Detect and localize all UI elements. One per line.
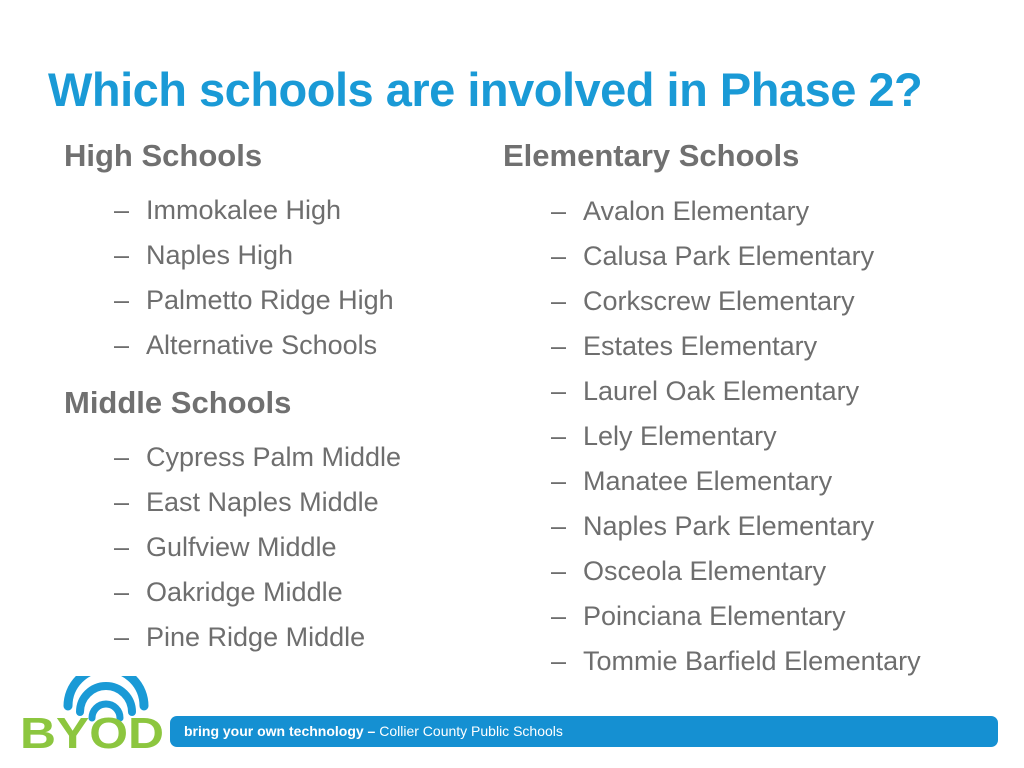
list-marker: –: [551, 241, 567, 271]
school-name: Avalon Elementary: [583, 196, 810, 226]
school-name: Pine Ridge Middle: [146, 622, 366, 652]
list-marker: –: [114, 330, 130, 360]
byod-logo: [18, 676, 168, 752]
list-marker: –: [551, 556, 567, 586]
school-name: Immokalee High: [146, 195, 342, 225]
list-item: [551, 279, 1003, 324]
list-item: [551, 414, 1003, 459]
list-item: [551, 324, 1003, 369]
list-item: [551, 504, 1003, 549]
list-marker: –: [114, 195, 130, 225]
high-schools-heading: High Schools: [64, 138, 263, 173]
list-item: [551, 189, 1003, 234]
list-item: [114, 480, 484, 525]
list-item: [551, 234, 1003, 279]
list-marker: –: [114, 442, 130, 472]
slide-title: Which schools are involved in Phase 2?: [48, 63, 923, 116]
school-name: Lely Elementary: [583, 421, 777, 451]
list-marker: –: [551, 421, 567, 451]
list-marker: –: [114, 240, 130, 270]
list-marker: –: [551, 376, 567, 406]
list-item: [114, 435, 484, 480]
school-name: East Naples Middle: [146, 487, 379, 517]
list-marker: –: [114, 487, 130, 517]
list-item: [114, 188, 484, 233]
footer-tagline-bold: bring your own technology –: [184, 723, 376, 739]
list-item: [551, 549, 1003, 594]
list-item: [114, 525, 484, 570]
list-marker: –: [551, 331, 567, 361]
elementary-schools-list: [551, 189, 1003, 684]
school-name: Gulfview Middle: [146, 532, 337, 562]
school-name: Corkscrew Elementary: [583, 286, 855, 316]
list-marker: –: [114, 285, 130, 315]
list-item: [551, 639, 1003, 684]
list-item: [114, 323, 484, 368]
list-marker: –: [114, 577, 130, 607]
school-name: Alternative Schools: [146, 330, 378, 360]
list-marker: –: [551, 511, 567, 541]
school-name: Calusa Park Elementary: [583, 241, 875, 271]
school-name: Osceola Elementary: [583, 556, 827, 586]
list-item: [551, 459, 1003, 504]
left-column: [64, 136, 484, 660]
footer-bar: [170, 716, 998, 747]
school-name: Naples High: [146, 240, 294, 270]
list-marker: –: [114, 532, 130, 562]
school-name: Palmetto Ridge High: [146, 285, 394, 315]
list-item: [114, 615, 484, 660]
school-name: Oakridge Middle: [146, 577, 343, 607]
list-marker: –: [551, 196, 567, 226]
right-column: [503, 136, 1003, 684]
list-marker: –: [551, 601, 567, 631]
elementary-schools-heading: Elementary Schools: [503, 138, 800, 173]
list-item: [114, 570, 484, 615]
school-name: Naples Park Elementary: [583, 511, 875, 541]
school-name: Estates Elementary: [583, 331, 818, 361]
list-item: [551, 369, 1003, 414]
school-name: Tommie Barfield Elementary: [583, 646, 921, 676]
list-item: [114, 278, 484, 323]
school-name: Poinciana Elementary: [583, 601, 846, 631]
school-name: Cypress Palm Middle: [146, 442, 402, 472]
middle-schools-list: [114, 435, 484, 660]
list-marker: –: [551, 286, 567, 316]
school-name: Manatee Elementary: [583, 466, 833, 496]
list-marker: –: [551, 646, 567, 676]
list-marker: –: [551, 466, 567, 496]
list-item: [551, 594, 1003, 639]
school-name: Laurel Oak Elementary: [583, 376, 860, 406]
middle-schools-heading: Middle Schools: [64, 385, 292, 420]
list-item: [114, 233, 484, 278]
footer-tagline-rest: Collier County Public Schools: [375, 723, 563, 739]
list-marker: –: [114, 622, 130, 652]
logo-text: BYOD: [20, 709, 164, 752]
high-schools-list: [114, 188, 484, 368]
